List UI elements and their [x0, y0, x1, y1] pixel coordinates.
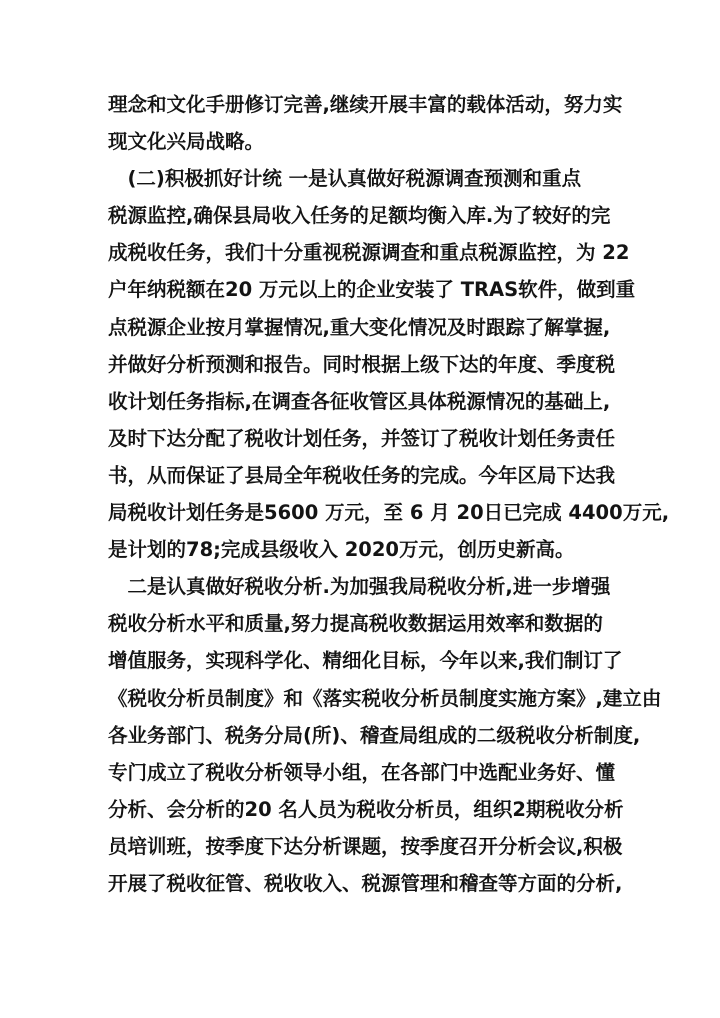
text-line: 《税收分析员制度》和《落实税收分析员制度实施方案》,建立由	[108, 686, 662, 710]
text-line: 增值服务，实现科学化、精细化目标，今年以来,我们制订了	[108, 649, 623, 673]
text-line: 是计划的78;完成县级收入 2020万元，创历史新高。	[108, 538, 575, 562]
text-line: 分析、会分析的20 名人员为税收分析员，组织2期税收分析	[108, 797, 624, 821]
text-line: 税源监控,确保县局收入任务的足额均衡入库.为了较好的完	[108, 204, 611, 228]
text-line: 现文化兴局战略。	[108, 130, 265, 154]
text-line: 税收分析水平和质量,努力提高税收数据运用效率和数据的	[108, 612, 603, 636]
text-line: 书，从而保证了县局全年税收任务的完成。今年区局下达我	[108, 463, 616, 487]
text-line: 理念和文化手册修订完善,继续开展丰富的载体活动，努力实	[108, 93, 623, 116]
text-line: 户年纳税额在20 万元以上的企业安装了 TRAS软件，做到重	[108, 278, 636, 302]
text-line: 专门成立了税收分析领导小组，在各部门中选配业务好、懂	[108, 760, 616, 784]
paragraph-start-line: 二是认真做好税收分析.为加强我局税收分析,进一步增强	[108, 575, 611, 599]
text-line: 并做好分析预测和报告。同时根据上级下达的年度、季度税	[108, 352, 616, 376]
text-line: 员培训班，按季度下达分析课题，按季度召开分析会议,积极	[108, 834, 623, 858]
text-line: 点税源企业按月掌握情况,重大变化情况及时跟踪了解掌握,	[108, 315, 611, 339]
section-heading-line: (二)积极抓好计统 一是认真做好税源调查预测和重点	[108, 167, 582, 191]
text-line: 成税收任务，我们十分重视税源调查和重点税源监控，为 22	[108, 241, 630, 265]
text-line: 及时下达分配了税收计划任务，并签订了税收计划任务责任	[108, 426, 616, 450]
text-line: 局税收计划任务是5600 万元，至 6 月 20日已完成 4400万元,	[108, 501, 670, 525]
text-line: 开展了税收征管、税收收入、税源管理和稽查等方面的分析,	[108, 871, 623, 895]
body-text	[108, 86, 670, 902]
text-line: 收计划任务指标,在调查各征收管区具体税源情况的基础上,	[108, 389, 611, 413]
text-line: 各业务部门、税务分局(所)、稽查局组成的二级税收分析制度,	[108, 723, 641, 747]
